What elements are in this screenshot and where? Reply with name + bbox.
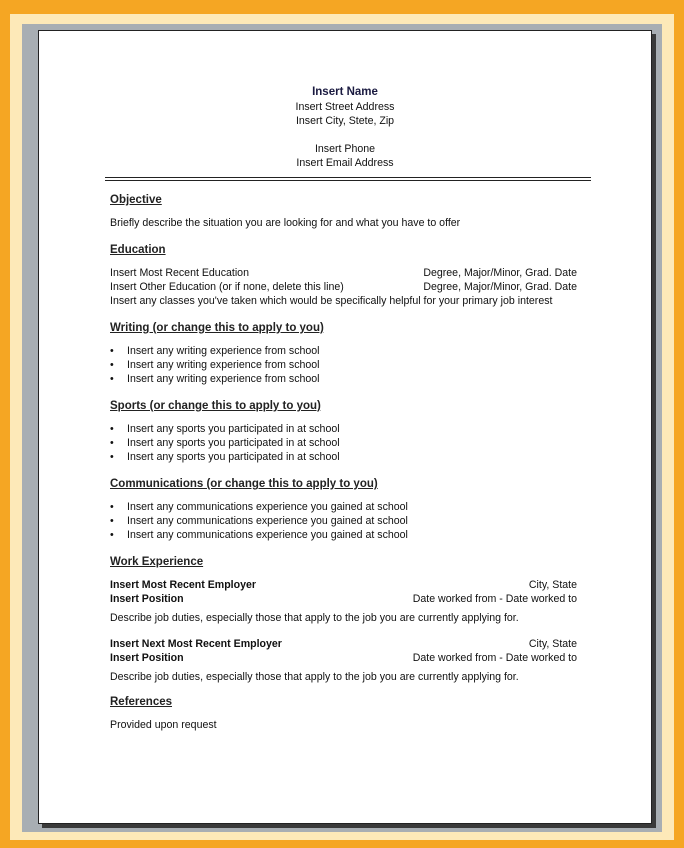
job-location: City, State (528, 579, 577, 591)
job-position: Insert Position (110, 652, 184, 664)
header-city: Insert City, Stete, Zip (295, 115, 395, 127)
job-position-row (110, 593, 577, 605)
objective-heading: Objective (110, 194, 162, 206)
header-rule-bottom (105, 180, 591, 181)
education-row (110, 267, 577, 279)
header-rule-top (105, 177, 591, 178)
job-dates: Date worked from - Date worked to (412, 652, 577, 664)
education-degree: Degree, Major/Minor, Grad. Date (423, 281, 577, 293)
sports-heading: Sports (or change this to apply to you) (110, 400, 321, 412)
job-employer: Insert Next Most Recent Employer (110, 638, 282, 650)
resume-page: Insert Name Insert Street Address Insert City, Stete, Zip Insert Phone Insert Email Address Objective Briefly describe the situation you are looking for and what you have to offer Education Insert Most Recent Education Degree, Major/Minor, Grad. Date Insert Other Education (or if none, delete this line) Degree, Major/Minor, Grad. Date Insert any classes you've taken which would be specifically helpful for your primary job interest Writing (or change this to apply to you) • Insert any writing experience from school • Insert any writing experience from school • Insert any writing experience from school Sports (or change this to apply to you) • Insert any sports you participated in at school • Insert any sports you participated in at school • Insert any sports you participated in at school Communications (or change this to apply to you) • Insert any communications experience you gained at school • Insert any communications experience you gained at school • Insert any communications experience you gained at school Work Experience Insert Most Recent Employer City, State Insert Position Date worked from - Date worked to Describe job duties, especially those that apply to the job you are currently applying for. Insert Next Most Recent Employer City, State Insert Position Date worked from - Date worked to Describe job duties, especially those that apply to the job you are currently applying for. References Provided upon request (38, 30, 652, 824)
job-position: Insert Position (110, 593, 184, 605)
bullet-icon: • (110, 437, 114, 449)
education-degree: Degree, Major/Minor, Grad. Date (423, 267, 577, 279)
job-dates: Date worked from - Date worked to (412, 593, 577, 605)
job-employer: Insert Most Recent Employer (110, 579, 256, 591)
bullet-icon: • (110, 451, 114, 463)
job-employer-row (110, 638, 577, 650)
bullet-icon: • (110, 529, 114, 541)
education-row (110, 281, 577, 293)
references-text: Provided upon request (110, 719, 217, 731)
header-phone: Insert Phone (314, 143, 376, 155)
job-employer-row (110, 579, 577, 591)
bullet-icon: • (110, 359, 114, 371)
writing-heading: Writing (or change this to apply to you) (110, 322, 324, 334)
job-location: City, State (528, 638, 577, 650)
education-name: Insert Most Recent Education (110, 267, 249, 279)
work-heading: Work Experience (110, 556, 204, 568)
bullet-icon: • (110, 345, 114, 357)
bullet-icon: • (110, 501, 114, 513)
job-position-row (110, 652, 577, 664)
header-name: Insert Name (312, 86, 378, 98)
education-name: Insert Other Education (or if none, delete this line) (110, 281, 344, 293)
job-duties: Describe job duties, especially those that apply to the job you are currently applying for. (110, 612, 519, 624)
education-note: Insert any classes you've taken which would be specifically helpful for your primary job interest (110, 295, 553, 307)
communications-heading: Communications (or change this to apply to you) (110, 478, 378, 490)
bullet-icon: • (110, 373, 114, 385)
header-email: Insert Email Address (296, 157, 394, 169)
bullet-icon: • (110, 423, 114, 435)
bullet-icon: • (110, 515, 114, 527)
job-duties: Describe job duties, especially those that apply to the job you are currently applying for. (110, 671, 519, 683)
header-street: Insert Street Address (295, 101, 395, 113)
references-heading: References (110, 696, 173, 708)
education-heading: Education (110, 244, 166, 256)
objective-text: Briefly describe the situation you are looking for and what you have to offer (110, 217, 461, 229)
